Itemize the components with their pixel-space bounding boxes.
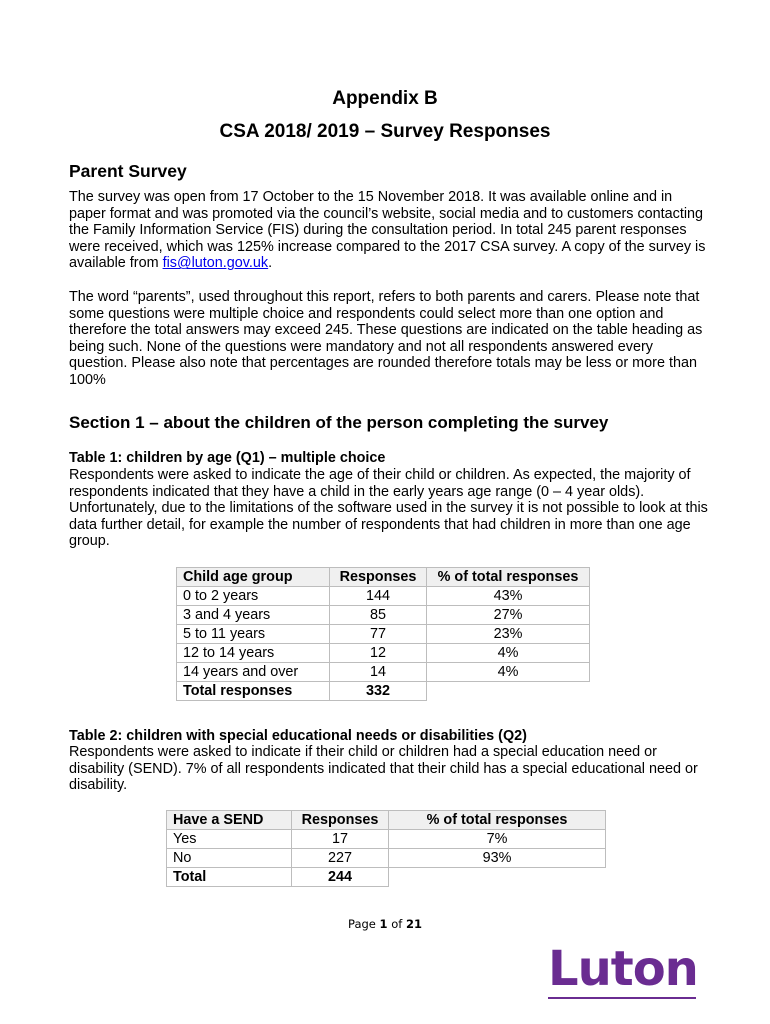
fis-email-link[interactable]: fis@luton.gov.uk — [162, 255, 269, 272]
table-cell: 227 — [292, 849, 389, 868]
document-title: CSA 2018/ 2019 – Survey Responses — [219, 121, 551, 142]
children-by-age-table — [176, 567, 590, 701]
page-of: of — [387, 917, 406, 931]
table-cell: 14 — [330, 663, 427, 682]
appendix-heading: Appendix B — [332, 88, 438, 109]
table-cell: 7% — [389, 830, 606, 849]
column-header: Responses — [330, 568, 427, 587]
table-cell: 12 to 14 years — [177, 644, 330, 663]
table-row — [167, 849, 606, 868]
table-cell: 23% — [427, 625, 590, 644]
table-cell: 5 to 11 years — [177, 625, 330, 644]
table-header-row — [177, 568, 590, 587]
page-number: 1 — [379, 917, 388, 931]
table-cell: 85 — [330, 606, 427, 625]
total-value: 332 — [330, 682, 427, 701]
table-row — [177, 587, 590, 606]
table-cell: 27% — [427, 606, 590, 625]
intro-text-end: . — [268, 255, 273, 272]
table-header-row — [167, 811, 606, 830]
logo-text: Luton — [548, 941, 698, 997]
table-cell: 93% — [389, 849, 606, 868]
table-row — [177, 625, 590, 644]
intro-text: The survey was open from 17 October to the 15 November 2018. It was available online and in paper format and was promoted via the council’s website, social media and to customers contacting the Family Information Service (FIS) during the consultation period. In total 245 parent responses were received, which was 125% increase compared to the 2017 CSA survey. A copy of the survey is available from — [69, 189, 706, 272]
send-table — [166, 810, 606, 887]
table-cell: 17 — [292, 830, 389, 849]
table-cell: 0 to 2 years — [177, 587, 330, 606]
table-cell: 4% — [427, 663, 590, 682]
total-value: 244 — [292, 868, 389, 887]
table-cell: No — [167, 849, 292, 868]
parents-definition-paragraph: The word “parents”, used throughout this report, refers to both parents and carers. Please note that some questions were multiple choice and respondents could select more than one option and therefore the total answers may exceed 245. These questions are indicated on the table heading as being such. None of the questions were mandatory and not all respondents answered every question. Please also note that percentages are rounded therefore totals may be less or more than 100% — [69, 289, 703, 388]
table-cell: 144 — [330, 587, 427, 606]
table-cell: 43% — [427, 587, 590, 606]
intro-paragraph — [69, 189, 709, 272]
column-header: % of total responses — [427, 568, 590, 587]
table-2-heading: Table 2: children with special educational needs or disabilities (Q2) — [69, 728, 527, 744]
table-cell: 77 — [330, 625, 427, 644]
table-total-row — [167, 868, 606, 887]
page-footer — [0, 917, 770, 931]
table-cell: Yes — [167, 830, 292, 849]
total-label: Total responses — [177, 682, 330, 701]
table-1-intro: Respondents were asked to indicate the age of their child or children. As expected, the majority of respondents indicated that they have a child in the early years age range (0 – 4 year olds). Unfortunately, due to the limitations of the software used in the survey it is not possible to look at this data further detail, for example the number of respondents that had children in more than one age group. — [69, 467, 708, 550]
logo-underline — [548, 997, 696, 999]
table-2-intro: Respondents were asked to indicate if their child or children had a special education need or disability (SEND). 7% of all respondents indicated that their child has a special educational need or disability. — [69, 744, 698, 794]
table-row — [177, 663, 590, 682]
page-prefix: Page — [348, 917, 380, 931]
table-cell: 14 years and over — [177, 663, 330, 682]
column-header: Have a SEND — [167, 811, 292, 830]
luton-logo — [548, 941, 698, 1006]
empty-cell — [389, 868, 606, 887]
empty-cell — [427, 682, 590, 701]
table-row — [177, 644, 590, 663]
total-label: Total — [167, 868, 292, 887]
section-1-heading: Section 1 – about the children of the person completing the survey — [69, 413, 609, 432]
table-cell: 12 — [330, 644, 427, 663]
table-row — [167, 830, 606, 849]
table-cell: 4% — [427, 644, 590, 663]
table-total-row — [177, 682, 590, 701]
table-1-heading: Table 1: children by age (Q1) – multiple choice — [69, 450, 386, 466]
table-cell: 3 and 4 years — [177, 606, 330, 625]
column-header: Responses — [292, 811, 389, 830]
column-header: % of total responses — [389, 811, 606, 830]
table-row — [177, 606, 590, 625]
column-header: Child age group — [177, 568, 330, 587]
parent-survey-heading: Parent Survey — [69, 161, 187, 181]
page-total: 21 — [405, 917, 422, 931]
